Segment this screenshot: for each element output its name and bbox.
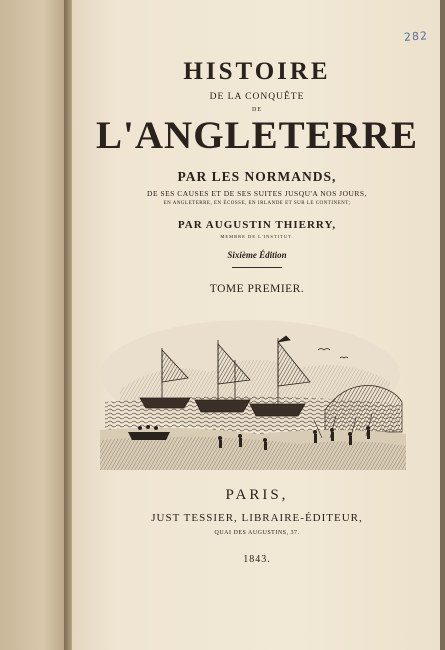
divider-rule (232, 267, 282, 268)
title-angleterre: L'ANGLETERRE (96, 114, 418, 157)
imprint-city: PARIS, (225, 487, 289, 503)
edition-line: Sixième Édition (227, 250, 287, 260)
title-de-la-conquete: DE LA CONQUÊTE (209, 92, 305, 102)
imprint-publisher: JUST TESSIER, LIBRAIRE-ÉDITEUR, (151, 512, 363, 524)
author-line: PAR AUGUSTIN THIERRY, (177, 219, 337, 231)
subtitle-lieux: EN ANGLETERRE, EN ÉCOSSE, EN IRLANDE ET SUR LE CONTINENT; (163, 201, 351, 206)
title-par-les-normands: PAR LES NORMANDS, (177, 169, 337, 184)
title-page (72, 0, 442, 650)
page-edge (440, 0, 445, 650)
engraved-vignette-illustration (100, 320, 406, 470)
shelfmark-annotation: 282 (403, 29, 429, 44)
facing-page (0, 0, 72, 650)
title-histoire: HISTOIRE (183, 58, 331, 85)
subtitle-causes: DE SES CAUSES ET DE SES SUITES JUSQU'A NOS JOURS, (147, 189, 367, 198)
volume-line: TOME PREMIER. (209, 283, 305, 295)
title-de: DE (252, 107, 262, 113)
author-affiliation: MEMBRE DE L'INSTITUT. (220, 234, 294, 239)
imprint-year: 1843. (243, 554, 271, 565)
imprint-address: QUAI DES AUGUSTINS, 37. (214, 530, 300, 536)
